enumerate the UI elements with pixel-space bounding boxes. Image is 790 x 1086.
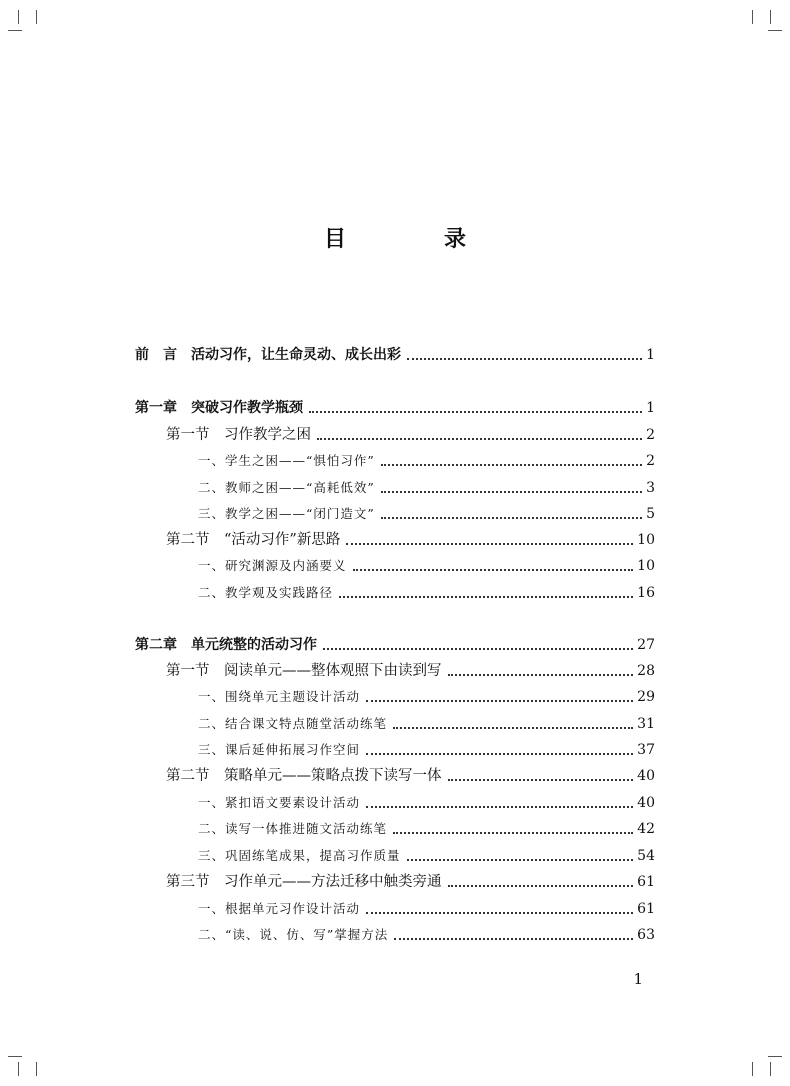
toc-entry-label: 二、教学观及实践路径 <box>198 585 334 600</box>
toc-entry[interactable] <box>0 870 790 894</box>
toc-entry[interactable] <box>0 712 790 736</box>
toc-leader-dots <box>309 411 642 413</box>
toc-leader-dots <box>366 700 633 702</box>
toc-leader-dots <box>366 753 633 755</box>
toc-leader-dots <box>366 912 633 914</box>
toc-leader-dots <box>353 569 633 571</box>
toc-entry[interactable] <box>0 343 790 367</box>
toc-entry-page: 1 <box>646 347 655 363</box>
toc-entry[interactable] <box>0 502 790 526</box>
toc-entry-page: 1 <box>646 400 655 416</box>
toc-entry[interactable] <box>0 844 790 868</box>
toc-entry-label: 三、教学之困——“闭门造文” <box>198 506 375 521</box>
toc-entry-label: 前 言 活动习作，让生命灵动、成长出彩 <box>135 347 401 363</box>
toc-entry[interactable] <box>0 423 790 447</box>
toc-entry-page: 2 <box>646 453 655 469</box>
toc-entry-label: 一、根据单元习作设计活动 <box>198 901 361 916</box>
toc-entry-label: 二、读写一体推进随文活动练笔 <box>198 821 388 836</box>
toc-entry-page: 37 <box>637 742 655 758</box>
toc-leader-dots <box>407 859 633 861</box>
toc-leader-dots <box>393 727 633 729</box>
toc-entry-page: 42 <box>637 821 655 837</box>
toc-leader-dots <box>366 806 633 808</box>
toc-entry[interactable] <box>0 685 790 709</box>
toc-leader-dots <box>346 543 633 545</box>
toc-entry-page: 40 <box>637 795 655 811</box>
toc-leader-dots <box>381 491 642 493</box>
toc-entry-page: 3 <box>646 480 655 496</box>
toc-leader-dots <box>339 596 633 598</box>
toc-leader-dots <box>407 358 642 360</box>
toc-entry-label: 二、教师之困——“高耗低效” <box>198 480 375 495</box>
toc-entry-label: 二、“读、说、仿、写”掌握方法 <box>198 927 389 942</box>
toc-leader-dots <box>393 832 633 834</box>
toc-entry[interactable] <box>0 817 790 841</box>
toc-entry-page: 16 <box>637 585 655 601</box>
toc-entry[interactable] <box>0 764 790 788</box>
toc-entry[interactable] <box>0 554 790 578</box>
toc-entry-page: 10 <box>637 558 655 574</box>
toc-entry-page: 61 <box>637 901 655 917</box>
toc-entry-label: 一、学生之困——“惧怕习作” <box>198 453 375 468</box>
toc-entry-label: 第一节 习作教学之困 <box>166 427 311 443</box>
toc-entry[interactable] <box>0 396 790 420</box>
toc-entry[interactable] <box>0 476 790 500</box>
toc-entry-page: 61 <box>637 874 655 890</box>
page-number: 1 <box>633 970 643 988</box>
toc-leader-dots <box>381 464 642 466</box>
toc-leader-dots <box>323 648 633 650</box>
toc-entry-label: 第一章 突破习作教学瓶颈 <box>135 400 303 416</box>
toc-entry[interactable] <box>0 738 790 762</box>
toc-leader-dots <box>448 674 633 676</box>
toc-entry-page: 40 <box>637 768 655 784</box>
toc-leader-dots <box>448 885 633 887</box>
toc-entry-page: 2 <box>646 427 655 443</box>
toc-leader-dots <box>317 438 642 440</box>
toc-entry[interactable] <box>0 923 790 947</box>
toc-entry-label: 第二节 策略单元——策略点拨下读写一体 <box>166 768 442 784</box>
page-title: 目 录 <box>323 227 504 252</box>
toc-entry-label: 一、紧扣语文要素设计活动 <box>198 795 361 810</box>
toc-entry-page: 31 <box>637 716 655 732</box>
toc-entry-label: 第二节 “活动习作”新思路 <box>166 532 341 548</box>
toc-entry-label: 二、结合课文特点随堂活动练笔 <box>198 716 388 731</box>
toc-entry[interactable] <box>0 449 790 473</box>
toc-entry-page: 54 <box>637 848 655 864</box>
toc-entry-page: 27 <box>637 637 655 653</box>
toc-entry[interactable] <box>0 791 790 815</box>
toc-entry[interactable] <box>0 581 790 605</box>
toc-entry[interactable] <box>0 633 790 657</box>
toc-entry-page: 28 <box>637 663 655 679</box>
toc-entry-label: 一、研究渊源及内涵要义 <box>198 558 347 573</box>
toc-entry[interactable] <box>0 528 790 552</box>
toc-entry[interactable] <box>0 659 790 683</box>
toc-entry-label: 一、围绕单元主题设计活动 <box>198 689 361 704</box>
toc-entry-page: 10 <box>637 532 655 548</box>
toc-entry-label: 第二章 单元统整的活动习作 <box>135 637 317 653</box>
toc-entry-page: 5 <box>646 506 655 522</box>
toc-entry-page: 29 <box>637 689 655 705</box>
toc-entry-label: 三、巩固练笔成果，提高习作质量 <box>198 848 401 863</box>
toc-leader-dots <box>394 938 633 940</box>
toc-entry[interactable] <box>0 897 790 921</box>
toc-leader-dots <box>448 779 633 781</box>
toc-entry-label: 三、课后延伸拓展习作空间 <box>198 742 361 757</box>
toc-entry-label: 第一节 阅读单元——整体观照下由读到写 <box>166 663 442 679</box>
toc-entry-label: 第三节 习作单元——方法迁移中触类旁通 <box>166 874 442 890</box>
toc-leader-dots <box>381 517 642 519</box>
toc-entry-page: 63 <box>637 927 655 943</box>
